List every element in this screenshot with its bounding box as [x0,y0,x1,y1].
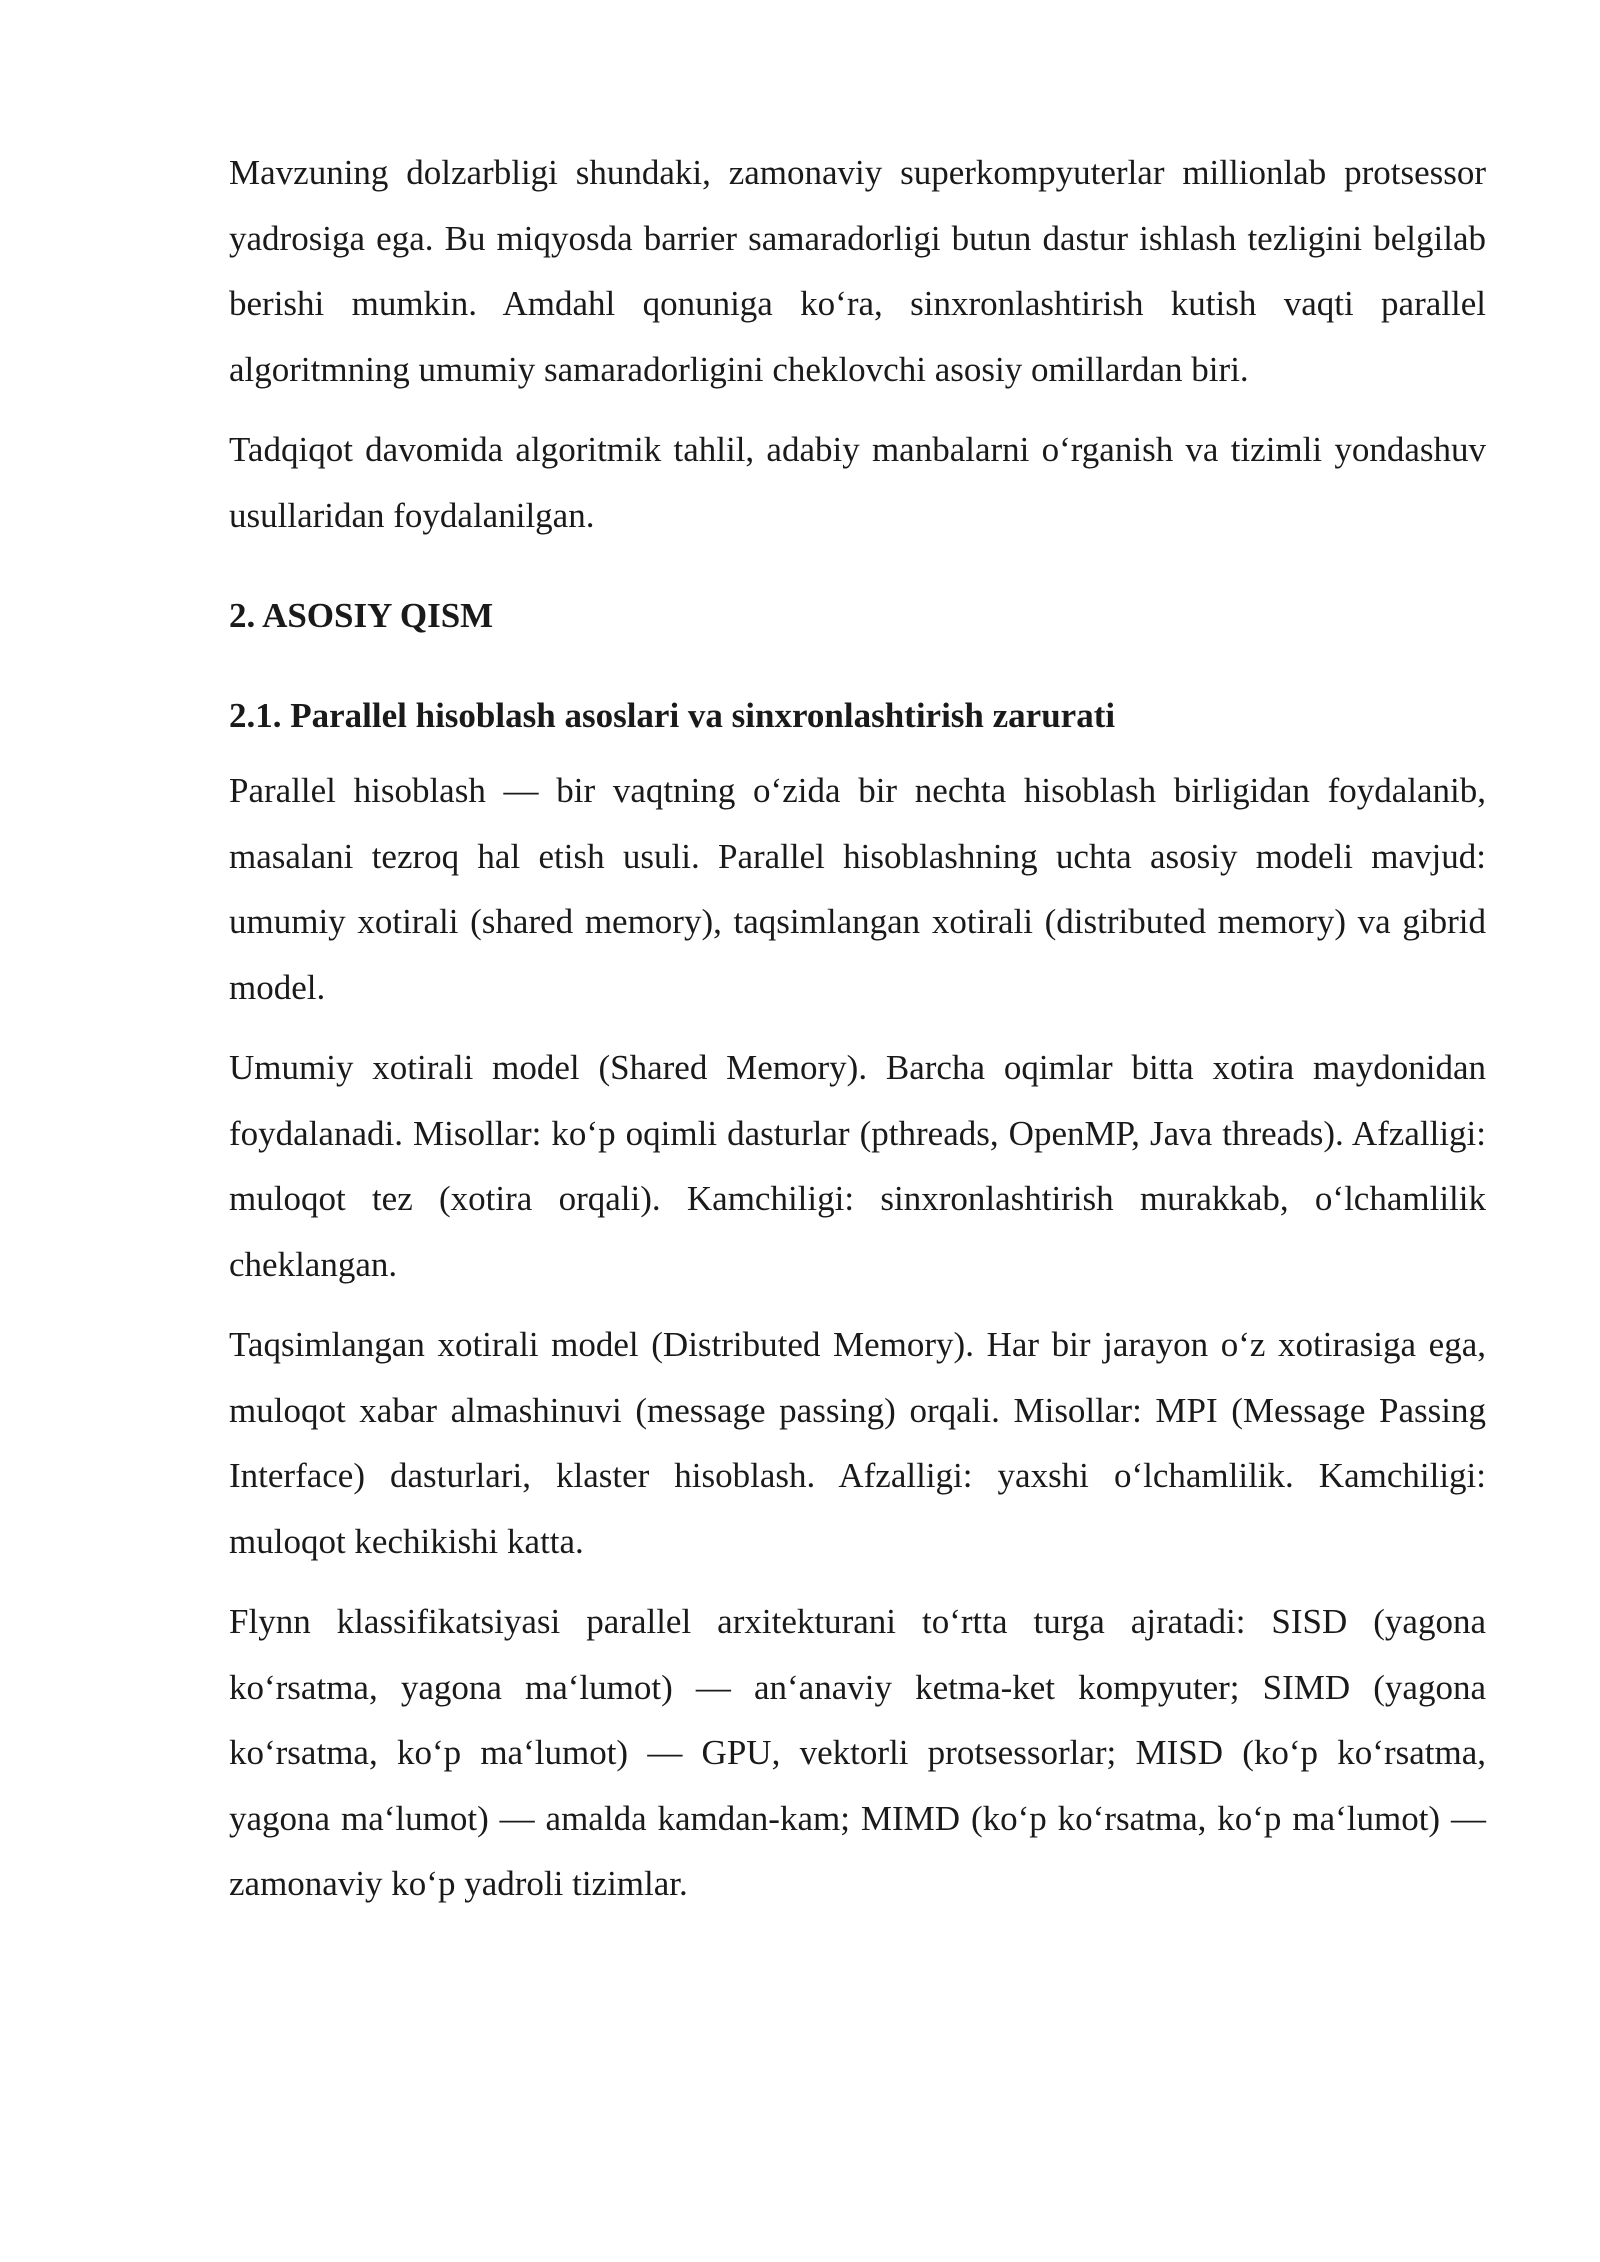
intro-paragraph-methods: Tadqiqot davomida algoritmik tahlil, adabiy manbalarni o‘rganish va tizimli yondashuv usullaridan foydalanilgan. [229,430,1486,535]
document-page [229,140,1486,1932]
paragraph-parallel-computing: Parallel hisoblash — bir vaqtning o‘zida bir nechta hisoblash birligidan foydalanib, masalani tezroq hal etish usuli. Parallel hisoblashning uchta asosiy modeli mavjud: umumiy xotirali (shared memory), taqsimlangan xotirali (distributed memory) va gibrid model. [229,771,1486,1007]
subsection-heading: 2.1. Parallel hisoblash asoslari va sinxronlashtirish zarurati [229,696,1116,735]
paragraph-shared-memory: Umumiy xotirali model (Shared Memory). Barcha oqimlar bitta xotira maydonidan foydalanadi. Misollar: ko‘p oqimli dasturlar (pthreads, OpenMP, Java threads). Afzalligi: muloqot tez (xotira orqali). Kamchiligi: sinxronlashtirish murakkab, o‘lchamlilik cheklangan. [229,1048,1486,1284]
intro-paragraph-relevance: Mavzuning dolzarbligi shundaki, zamonaviy superkompyuterlar millionlab protsessor yadrosiga ega. Bu miqyosda barrier samaradorligi butun dastur ishlash tezligini belgilab berishi mumkin. Amdahl qonuniga ko‘ra, sinxronlashtirish kutish vaqti parallel algoritmning umumiy samaradorligini cheklovchi asosiy omillardan biri. [229,153,1486,389]
paragraph-flynn-classification: Flynn klassifikatsiyasi parallel arxitekturani to‘rtta turga ajratadi: SISD (yagona ko‘rsatma, yagona ma‘lumot) — an‘anaviy ketma-ket kompyuter; SIMD (yagona ko‘rsatma, ko‘p ma‘lumot) — GPU, vektorli protsessorlar; MISD (ko‘p ko‘rsatma, yagona ma‘lumot) — amalda kamdan-kam; MIMD (ko‘p ko‘rsatma, ko‘p ma‘lumot) — zamonaviy ko‘p yadroli tizimlar. [229,1602,1486,1903]
paragraph-distributed-memory: Taqsimlangan xotirali model (Distributed Memory). Har bir jarayon o‘z xotirasiga ega, muloqot xabar almashinuvi (message passing) orqali. Misollar: MPI (Message Passing Interface) dasturlari, klaster hisoblash. Afzalligi: yaxshi o‘lchamlilik. Kamchiligi: muloqot kechikishi katta. [229,1325,1486,1561]
section-heading: 2. ASOSIY QISM [229,596,494,635]
